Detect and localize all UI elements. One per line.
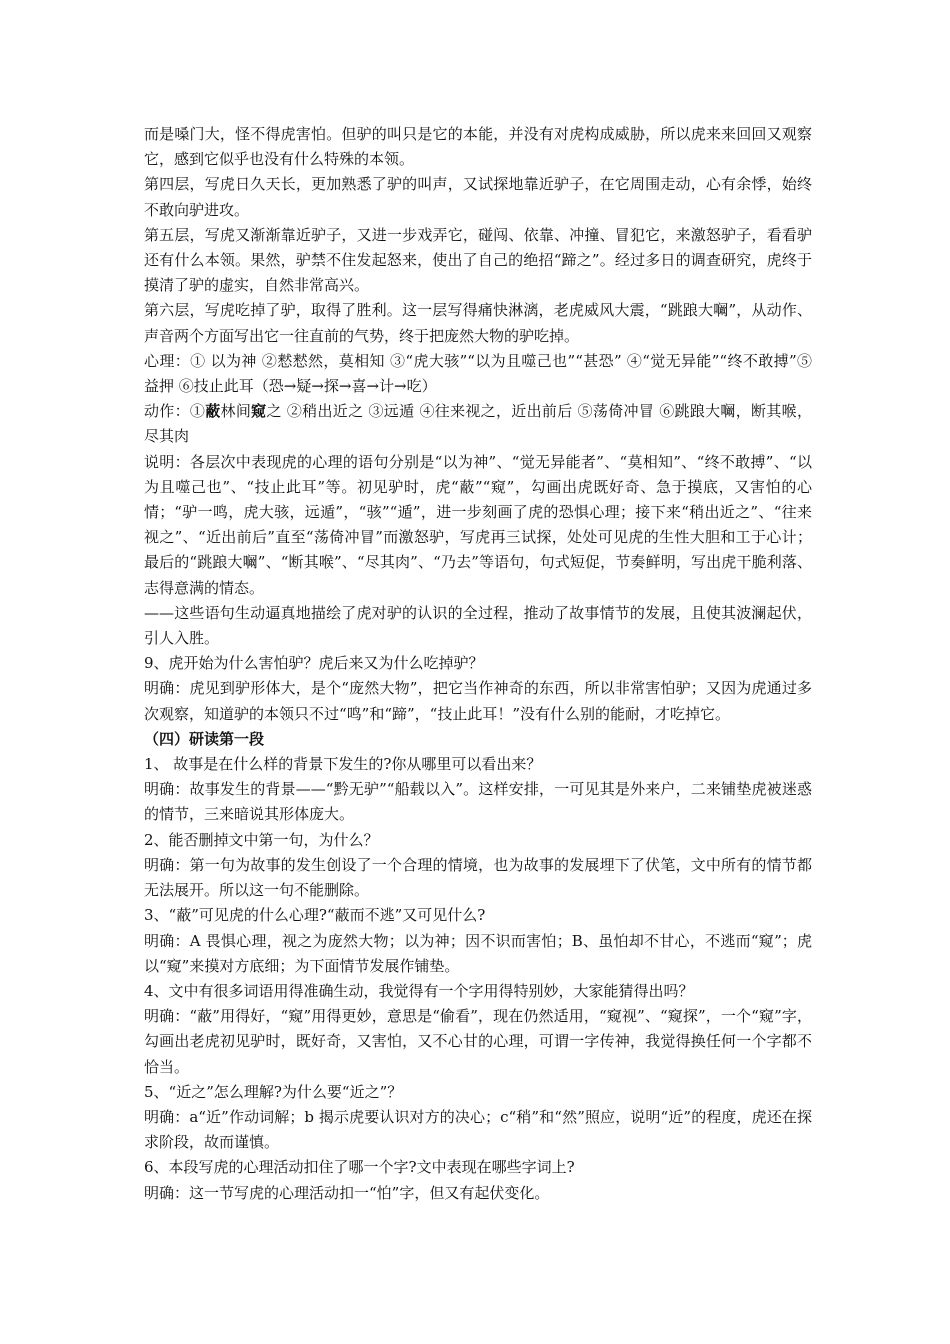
paragraph-summary: ——这些语句生动逼真地描绘了虎对驴的认识的全过程，推动了故事情节的发展，且使其波澜起伏，引人入胜。 [144, 603, 812, 648]
answer-2: 明确：第一句为故事的发生创设了一个合理的情境，也为故事的发展埋下了伏笔，文中所有的情节都无法展开。所以这一句不能删除。 [144, 855, 812, 900]
answer-9: 明确：虎见到驴形体大，是个“庞然大物”，把它当作神奇的东西，所以非常害怕驴；又因为虎通过多次观察，知道驴的本领只不过“鸣”和“蹄”，“技止此耳！”没有什么别的能耐，才吃掉它。 [144, 679, 812, 723]
answer-1: 明确：故事发生的背景——“黔无驴”“船载以入”。这样安排，一可见其是外来户，二来铺垫虎被迷惑的情节，三来暗说其形体庞大。 [144, 780, 812, 824]
answer-4: 明确：“蔽”用得好，“窥”用得更妙，意思是“偷看”，现在仍然适用，“窥视”、“窥探”，一个“窥”字，勾画出老虎初见驴时，既好奇，又害怕，又不心甘的心理，可谓一字传神，我觉得换任何一个字都不恰当。 [144, 1007, 812, 1076]
action-bold-bi: 蔽 [205, 402, 221, 421]
question-9: 9、虎开始为什么害怕驴？虎后来又为什么吃掉驴？ [144, 654, 484, 673]
action-rest: 之 ②稍出近之 ③远遁 ④往来视之，近出前后 ⑤荡倚冲冒 ⑥跳踉大㘎，断其喉，尽其肉 [144, 402, 812, 446]
action-mid: 林间 [220, 402, 252, 421]
action-prefix: 动作：① [144, 402, 206, 421]
question-6: 6、本段写虎的心理活动扣住了哪一个字?文中表现在哪些字词上? [144, 1158, 575, 1177]
paragraph-layer-six: 第六层，写虎吃掉了驴，取得了胜利。这一层写得痛快淋漓，老虎威风大震，“跳踉大㘎”，从动作、声音两个方面写出它一往直前的气势，终于把庞然大物的驴吃掉。 [144, 301, 812, 345]
answer-6: 明确：这一节写虎的心理活动扣一“怕”字，但又有起伏变化。 [144, 1183, 550, 1202]
paragraph-layer-four: 第四层，写虎日久天长，更加熟悉了驴的叫声，又试探地靠近驴子，在它周围走动，心有余悸，始终不敢向驴进攻。 [144, 175, 812, 219]
answer-5: 明确：a“近”作动词解；b 揭示虎要认识对方的决心；c“稍”和“然”照应，说明“近”的程度，虎还在探求阶段，故而谨慎。 [144, 1107, 812, 1152]
answer-3: 明确：A 畏惧心理，视之为庞然大物；以为神；因不识而害怕；B、虽怕却不甘心，不逃而“窥”；虎以“窥”来摸对方底细；为下面情节发展作铺垫。 [144, 931, 812, 975]
question-5: 5、“近之”怎么理解?为什么要“近之”？ [144, 1082, 403, 1101]
paragraph-voice-fear: 而是嗓门大，怪不得虎害怕。但驴的叫只是它的本能，并没有对虎构成威胁，所以虎来来回回又观察它，感到它似乎也没有什么特殊的本领。 [144, 125, 812, 169]
paragraph-explanation: 说明：各层次中表现虎的心理的语句分别是“以为神”、“觉无异能者”、“莫相知”、“终不敢搏”、“以为且噬己也”、“技止此耳”等。初见驴时，虎“蔽”“窥”，勾画出虎既好奇、急于摸底，又害怕的心情；“驴一鸣，虎大骇，远遁”，“骇”“遁”，进一步刻画了虎的恐惧心理；接下来“稍出近之”、“往来视之”、“近出前后”直至“荡倚冲冒”而激怒驴，写虎再三试探，处处可见虎的生性大胆和工于心计；最后的“跳踉大㘎”、“断其喉”、“尽其肉”、“乃去”等语句，句式短促，节奏鲜明，写出虎干脆利落、志得意满的情态。 [144, 452, 812, 597]
section-heading: （四）研读第一段 [144, 729, 265, 748]
paragraph-action [144, 399, 812, 449]
paragraph-psychology: 心理：① 以为神 ②慭慭然，莫相知 ③“虎大骇”“以为且噬己也”“甚恐” ④“觉无异能”“终不敢搏”⑤ 益押 ⑥技止此耳（恐→疑→探→喜→计→吃） [144, 351, 812, 396]
action-bold-kui: 窥 [251, 402, 267, 421]
question-2: 2、能否删掉文中第一句，为什么？ [144, 830, 379, 849]
question-4: 4、文中有很多词语用得准确生动，我觉得有一个字用得特别妙，大家能猜得出吗？ [144, 981, 694, 1000]
document-page [144, 122, 812, 1206]
question-1: 1、 故事是在什么样的背景下发生的?你从哪里可以看出来？ [144, 755, 542, 774]
paragraph-layer-five: 第五层，写虎又渐渐靠近驴子，又进一步戏弄它，碰闯、依靠、冲撞、冒犯它，来激怒驴子，看看驴还有什么本领。果然，驴禁不住发起怒来，使出了自己的绝招“蹄之”。经过多日的调查研究，虎终于摸清了驴的虚实，自然非常高兴。 [144, 225, 812, 295]
question-3: 3、“蔽”可见虎的什么心理?“蔽而不逃”又可见什么? [144, 906, 486, 925]
